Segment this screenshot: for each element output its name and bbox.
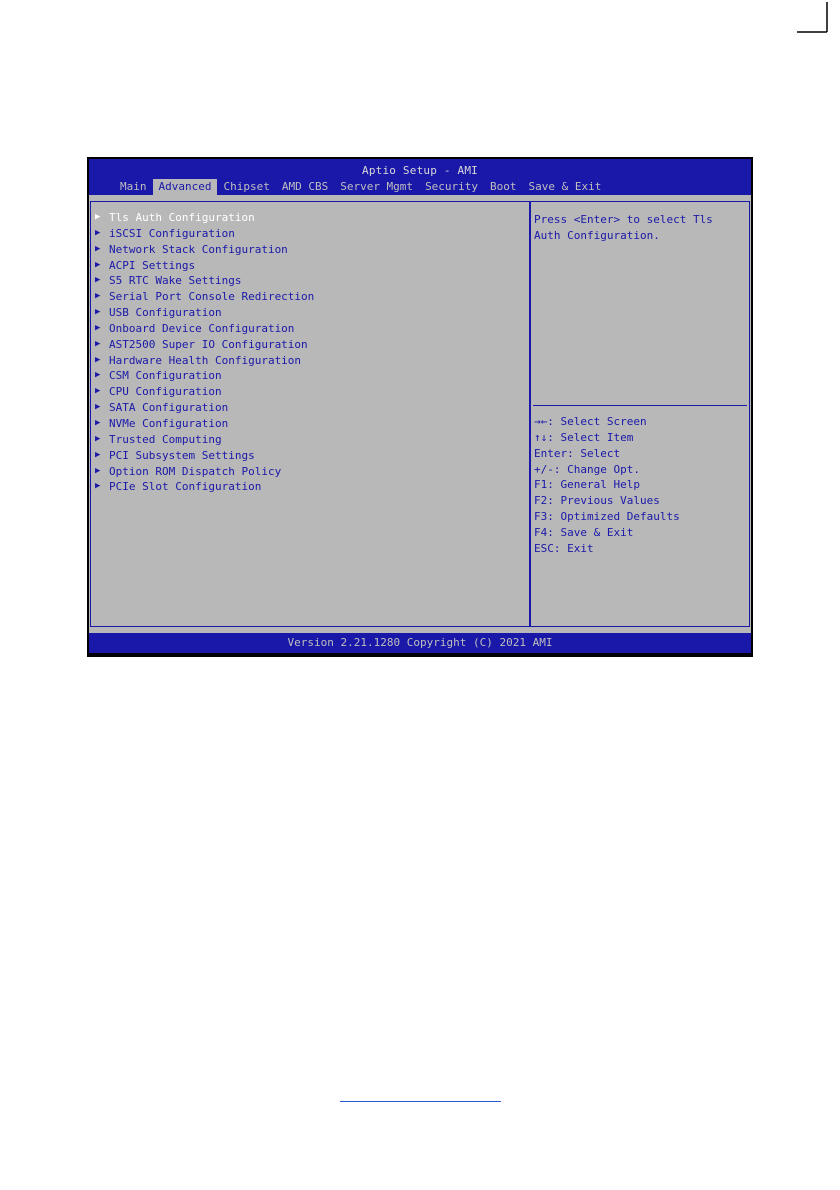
menu-item-cpu-configuration[interactable] [95, 384, 314, 400]
right-triangle-icon: ▶ [95, 370, 101, 381]
key-hint: F2: Previous Values [534, 494, 660, 508]
key-hint: +/-: Change Opt. [534, 462, 640, 476]
menu-item-label: Serial Port Console Redirection [109, 290, 315, 304]
tab-server-mgmt[interactable]: Server Mgmt [340, 180, 414, 193]
footer-bar: Version 2.21.1280 Copyright (C) 2021 AMI [89, 633, 751, 653]
right-triangle-icon: ▶ [95, 417, 101, 428]
app-title: Aptio Setup - AMI [362, 164, 478, 177]
right-triangle-icon: ▶ [95, 338, 101, 349]
menu-item-label: SATA Configuration [109, 401, 229, 415]
menu-item-label: iSCSI Configuration [109, 226, 235, 240]
menu-item-hardware-health-configuration[interactable] [95, 353, 314, 369]
menu-item-label: USB Configuration [109, 306, 222, 320]
menu-item-label: Tls Auth Configuration [109, 211, 255, 224]
menu-item-pcie-slot-configuration[interactable] [95, 479, 314, 495]
tab-bar [114, 179, 607, 195]
key-hint: ESC: Exit [534, 541, 594, 555]
right-triangle-icon: ▶ [95, 212, 101, 222]
right-triangle-icon: ▶ [95, 307, 101, 318]
right-triangle-icon: ▶ [95, 481, 101, 492]
right-triangle-icon: ▶ [95, 275, 101, 286]
tab-security[interactable]: Security [425, 180, 479, 193]
key-legend [534, 414, 680, 557]
menu-item-acpi-settings[interactable] [95, 258, 314, 274]
corner-bracket-icon [797, 2, 829, 34]
menu-item-label: Onboard Device Configuration [109, 321, 295, 335]
help-divider [533, 405, 747, 406]
menu-item-label: NVMe Configuration [109, 416, 229, 430]
link-underline [340, 1101, 501, 1102]
key-hint: F3: Optimized Defaults [534, 510, 680, 524]
menu-item-ast2500-super-io-configuration[interactable] [95, 337, 314, 353]
right-triangle-icon: ▶ [95, 433, 101, 444]
menu-item-trusted-computing[interactable] [95, 432, 314, 448]
right-triangle-icon: ▶ [95, 354, 101, 365]
tab-amd-cbs[interactable]: AMD CBS [281, 180, 329, 193]
right-triangle-icon: ▶ [95, 259, 101, 270]
menu-item-sata-configuration[interactable] [95, 400, 314, 416]
tab-boot[interactable]: Boot [490, 180, 517, 193]
menu-item-csm-configuration[interactable] [95, 368, 314, 384]
menu-item-s5-rtc-wake-settings[interactable] [95, 273, 314, 289]
menu-item-label: CSM Configuration [109, 369, 222, 383]
menu-item-label: AST2500 Super IO Configuration [109, 337, 308, 351]
key-hint: →←: Select Screen [534, 415, 647, 428]
right-triangle-icon: ▶ [95, 227, 101, 238]
menu-item-network-stack-configuration[interactable] [95, 242, 314, 258]
menu-item-label: CPU Configuration [109, 385, 222, 399]
right-triangle-icon: ▶ [95, 449, 101, 460]
help-text: Press <Enter> to select Tls Auth Configuration. [534, 213, 713, 242]
right-triangle-icon: ▶ [95, 402, 101, 413]
key-hint: F1: General Help [534, 478, 640, 492]
tab-save-exit[interactable]: Save & Exit [528, 180, 602, 193]
right-triangle-icon: ▶ [95, 465, 101, 476]
menu-item-pci-subsystem-settings[interactable] [95, 448, 314, 464]
menu-item-label: Hardware Health Configuration [109, 353, 302, 367]
menu-item-label: Network Stack Configuration [109, 242, 288, 256]
right-triangle-icon: ▶ [95, 322, 101, 333]
right-triangle-icon: ▶ [95, 291, 101, 302]
key-hint: Enter: Select [534, 446, 621, 460]
menu-item-usb-configuration[interactable] [95, 305, 314, 321]
menu-item-tls-auth-configuration[interactable] [95, 210, 314, 226]
tab-chipset[interactable]: Chipset [223, 180, 270, 193]
content-area [89, 195, 751, 633]
menu-item-label: PCIe Slot Configuration [109, 480, 262, 494]
help-pane [530, 201, 750, 627]
menu-item-serial-port-console-redirection[interactable] [95, 289, 314, 305]
bios-screen [87, 157, 753, 657]
menu-item-label: Trusted Computing [109, 432, 222, 446]
menu-item-label: PCI Subsystem Settings [109, 448, 255, 462]
menu-item-iscsi-configuration[interactable] [95, 226, 314, 242]
key-hint: ↑↓: Select Item [534, 430, 634, 444]
menu-list [95, 210, 314, 495]
menu-item-label: ACPI Settings [109, 258, 196, 272]
right-triangle-icon: ▶ [95, 386, 101, 397]
right-triangle-icon: ▶ [95, 243, 101, 254]
menu-item-onboard-device-configuration[interactable] [95, 321, 314, 337]
title-bar [89, 159, 751, 195]
menu-item-label: Option ROM Dispatch Policy [109, 464, 282, 478]
menu-item-label: S5 RTC Wake Settings [109, 274, 242, 288]
menu-item-option-rom-dispatch-policy[interactable] [95, 464, 314, 480]
menu-pane [90, 201, 530, 627]
tab-advanced[interactable]: Advanced [153, 179, 218, 195]
menu-item-nvme-configuration[interactable] [95, 416, 314, 432]
key-hint: F4: Save & Exit [534, 525, 634, 539]
tab-main[interactable]: Main [120, 180, 147, 193]
